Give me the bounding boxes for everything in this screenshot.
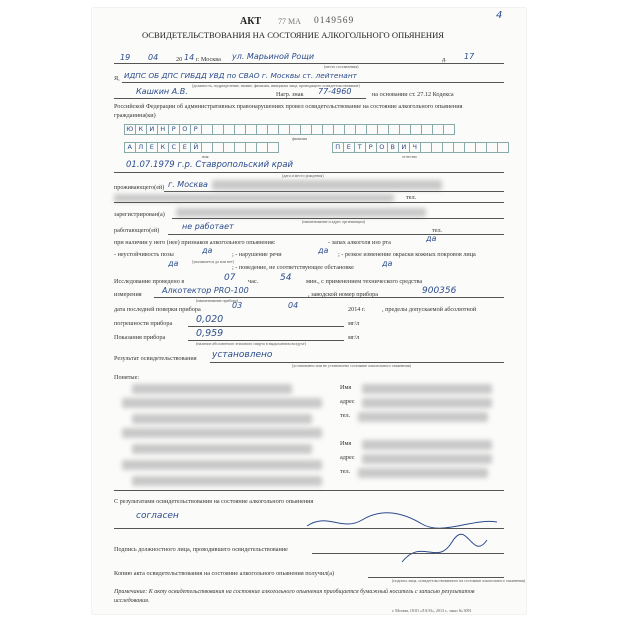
letter-box [267,142,279,153]
letter-box [234,142,246,153]
letter-box [432,124,444,135]
letter-box [388,124,400,135]
letter-box [201,124,213,135]
test-hour-label: час. [248,278,259,285]
surname-caption: фамилия [292,136,308,141]
check-day: 03 [232,301,243,310]
letter-box [355,124,367,135]
letter-box: И [398,142,410,153]
letter-box [453,142,465,153]
agree-value: согласен [136,511,179,521]
officer-position: ИДПС ОБ ДПС ГИБДД УВД по СВАО г. Москвы ст. лейтенант [124,71,357,80]
reading-unit: мг/л [348,334,360,341]
device-label: измерения [114,291,142,298]
witness2-name-label: Имя [340,440,352,447]
letter-box [267,124,279,135]
test-label: Исследование проведено в [114,278,185,285]
patronymic-caption: отчество [402,154,417,159]
patronymic-boxes [332,142,508,153]
house-number: 17 [464,52,475,61]
letter-box [256,124,268,135]
page-mark: 4 [496,10,503,21]
letter-box [245,142,257,153]
birth-info: 01.07.1979 г.р. Ставропольский край [126,160,294,170]
letter-box: П [332,142,344,153]
letter-box: Е [146,142,158,153]
witnesses-label: Понятые: [114,374,140,381]
letter-box [421,124,433,135]
result-caption: (установлено или не установлено состояние алкогольного опьянения) [292,363,411,368]
letter-box [289,124,301,135]
witness1-address-label: адрес [340,398,355,405]
device-name: Алкотектор PRO-100 [162,286,249,295]
document-sheet [92,8,526,614]
copy-caption: (подпись лица, освидетельствованного на состояние алкогольного опьянения) [392,578,525,583]
badge-number: 77-4960 [318,87,352,96]
result-value: установлено [212,350,273,360]
letter-box [201,142,213,153]
test-minute-label: мин., с применением технического средства [306,278,423,285]
letter-box [377,124,389,135]
letter-box: О [179,124,191,135]
date-day: 19 [120,53,131,62]
letter-box: В [387,142,399,153]
device-caption: (наименование прибора) [196,298,238,303]
act-label: АКТ [240,16,262,27]
works-label: работающего(ей) [114,227,160,234]
result-label: Результат освидетельствования [114,355,197,362]
copy-label: Копию акта освидетельствования на состояние алкогольного опьянения получил(а) [114,570,335,577]
check-month: 04 [288,301,299,310]
letter-box: Н [157,124,169,135]
letter-box: О [376,142,388,153]
letter-box: И [146,124,158,135]
letter-box [333,124,345,135]
serial-number: 900356 [422,286,457,296]
letter-box [278,124,290,135]
signs-caption: (указывается да или нет) [192,259,235,264]
sign-behavior-value: да [382,259,393,268]
footer-note: Примечание: К акту освидетельствования на состояние алкогольного опьянения приобщается бумажный носитель с записью результатов исследования. [114,589,475,604]
registered-label: зарегистрирован(а) [114,211,165,218]
letter-box [497,142,509,153]
officer-prefix: Я, [114,75,120,82]
letter-box [431,142,443,153]
birth-caption: (дата и место рождения) [282,173,324,178]
serial-label: , заводской номер прибора [308,291,379,298]
letter-box: К [157,142,169,153]
letter-box [464,142,476,153]
letter-box: Р [190,124,202,135]
date-year-prefix: 20 [176,56,183,63]
tel-label: тел. [406,194,417,201]
test-minute: 54 [280,273,292,283]
letter-box: Е [343,142,355,153]
sign-behavior: ; - поведение, не соответствующее обстановке [232,264,354,271]
surname-boxes [124,124,454,135]
check-label: дата последней поверки прибора [114,306,201,313]
letter-box [223,142,235,153]
signs-intro: при наличии у него (нее) признаков алкогольного опьянения: [114,239,276,246]
error-label: , пределы допускаемой абсолютной [382,306,477,313]
letter-box [322,124,334,135]
act-number: 0149569 [314,16,355,26]
date-year: 14 [184,53,195,62]
letter-box [410,124,422,135]
letter-box [300,124,312,135]
letter-box: Й [190,142,202,153]
letter-box [256,142,268,153]
date-month: 04 [148,53,159,62]
letter-box [443,124,455,135]
letter-box: Ю [124,124,136,135]
letter-box [475,142,487,153]
letter-box [311,124,323,135]
sign-skin: ; - резкое изменение окраски кожных покровов лица [338,251,476,258]
letter-box: Т [354,142,366,153]
letter-box: Л [135,142,147,153]
letter-box [442,142,454,153]
test-hour: 07 [224,273,236,283]
letter-box: К [135,124,147,135]
reading-caption: (наличие абсолютного этилового спирта в выдыхаемом воздухе) [196,341,306,346]
letter-box [420,142,432,153]
check-year: 2014 г. [348,306,366,313]
print-info: г. Москва, ООО «ЛАЭЗ», 2013 г., заказ № 3091 [392,608,472,613]
agree-label: С результатами освидетельствования на состояние алкогольного опьянения [114,498,314,505]
place-caption: (место составления) [324,64,359,69]
letter-box: Ч [409,142,421,153]
basis-text: Российской Федерации об административных правонарушениях провел освидетельствование на состояние алкогольного опьянения гражданина(ки) [114,103,463,119]
error-value: 0,020 [196,314,224,325]
officer-signature-label: Подпись должностного лица, проводившего освидетельствование [114,546,288,553]
works-value: не работает [182,222,234,231]
sign-smell: - запах алкоголя изо рта [328,239,391,246]
letter-box [344,124,356,135]
letter-box [366,124,378,135]
letter-box [234,124,246,135]
reading-value: 0,959 [196,328,224,339]
sign-speech-value: да [318,246,329,255]
letter-box [245,124,257,135]
date-place: ул. Марьиной Рощи [232,52,315,61]
witness2-tel-label: тел. [340,468,351,475]
sign-unsteady: - неустойчивость позы [114,251,174,258]
letter-box: Е [179,142,191,153]
letter-box: А [124,142,136,153]
letter-box [223,124,235,135]
basis-article: на основании ст. 27.12 Кодекса [372,91,454,98]
sign-unsteady-value: да [202,246,213,255]
living-label: проживающего(ей) [114,184,165,191]
error-unit: мг/л [348,320,360,327]
letter-box [399,124,411,135]
letter-box: Р [365,142,377,153]
letter-box: Р [168,124,180,135]
witness2-address-label: адрес [340,454,355,461]
sign-skin-value: да [168,259,179,268]
letter-box: С [168,142,180,153]
letter-box [212,124,224,135]
badge-label: Нагр. знак [276,91,304,98]
act-series: 77 МА [278,17,301,26]
person-signature [302,508,502,534]
house-prefix: д. [442,56,447,63]
letter-box [486,142,498,153]
name-boxes [124,142,278,153]
witness1-name-label: Имя [340,384,352,391]
letter-box [212,142,224,153]
error-prefix: погрешности прибора [114,320,173,327]
sign-smell-value: да [426,234,437,243]
reading-label: Показания прибора [114,334,166,341]
registered-caption: (наименование и адрес организации) [302,219,365,224]
name-caption: имя [202,154,209,159]
witness1-tel-label: тел. [340,412,351,419]
date-city: г. Москва [196,56,221,63]
officer-name: Кашкин А.В. [136,87,188,96]
act-title: ОСВИДЕТЕЛЬСТВОВАНИЯ НА СОСТОЯНИЕ АЛКОГОЛЬНОГО ОПЬЯНЕНИЯ [142,30,445,40]
officer-caption: (должность, подразделение, звание, фамилия, инициалы лица, проводящего освидетельствование) [192,83,360,88]
officer-signature [392,532,492,572]
sign-speech: ; - нарушение речи [232,251,282,258]
living-value: г. Москва [168,180,208,189]
tel2-label: тел. [432,227,443,234]
